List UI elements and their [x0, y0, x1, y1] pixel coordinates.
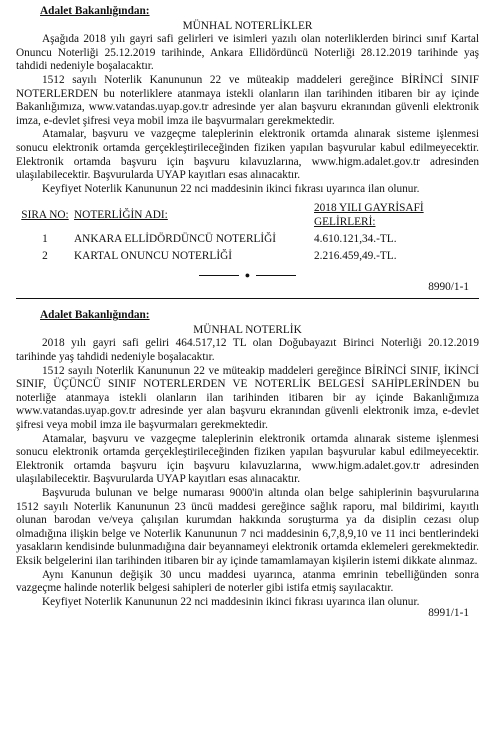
notice-title: MÜNHAL NOTERLİK	[193, 323, 302, 336]
paragraph: 1512 sayılı Noterlik Kanununun 22 ve müteakip maddeleri gereğince BİRİNCİ SINIF, İKİNCİ SINIF, ÜÇÜNCÜ SINIF NOTERLERDEN VE NOTERLİK BELGESİ SAHİPLERİNDEN bu noterliğe atanmaya istekli olanların ilan tarihinden itibaren bir ay içinde Bakanlığımıza www.vatandas.uyap.gov.tr adresinde yer alan başvuru ekranından güvenli elektronik imza, e-devlet şifresi veya mobil imza ile başvurmaları gerekmektedir.	[16, 364, 479, 432]
paragraph: Başvuruda bulunan ve belge numarası 9000'in altında olan belge sahiplerinin başvurularına 1512 sayılı Noterlik Kanununun 23 üncü maddesi gereğince sağlık raporu, mal bildirimi, kayıtlı olunan barodan ve/veya çalışılan kurumdan hakkında soruşturma ya da disiplin cezası olup olmadığına ilişkin belge ve Noterlik Kanununun 7 nci maddesinin 6,7,8,9,10 ve 11 inci bentlerindeki yasakların kendisinde bulunmadığına dair beyannameyi elektronik ortamda eklemeleri gerekmektedir. Eksik belgelerini ilan tarihinden itibaren bir ay içinde tamamlamayan kişilerin istemi dikkate alınmaz.	[16, 486, 479, 567]
notary-table	[16, 202, 479, 267]
separator-line	[199, 275, 239, 276]
paragraph: Keyfiyet Noterlik Kanununun 22 nci maddesinin ikinci fıkrası uyarınca ilan olunur.	[42, 595, 420, 608]
table-row	[16, 250, 479, 268]
table-header-row	[16, 202, 479, 232]
table-row	[16, 233, 479, 251]
column-header-income: 2018 YILI GAYRİSAFİ GELİRLERİ:	[314, 202, 424, 228]
issuer-heading: Adalet Bakanlığından:	[40, 5, 150, 17]
document-page	[16, 3, 479, 621]
column-header-name: NOTERLİĞİN ADI:	[74, 209, 168, 222]
paragraph: Keyfiyet Noterlik Kanununun 22 nci maddesinin ikinci fıkrası uyarınca ilan olunur.	[42, 182, 420, 195]
reference-number: 8990/1-1	[428, 280, 469, 293]
notary-name: KARTAL ONUNCU NOTERLİĞİ	[74, 250, 233, 263]
paragraph: Atamalar, başvuru ve vazgeçme taleplerinin elektronik ortamda alınarak sisteme işlenmesi sonucu elektronik ortamda gerçekleştirileceğinden fiziken yapılan başvurular kabul edilmeyecektir. Elektronik ortamda başvuru için başvuru kılavuzlarına, www.higm.adalet.gov.tr adresinden ulaşılabilecektir. Başvurularda UYAP kayıtları esas alınacaktır.	[16, 432, 479, 486]
paragraph: Aynı Kanunun değişik 30 uncu maddesi uyarınca, atanma emrinin tebelliğünden sonra vazgeçme halinde noterlik belgesi sahipleri de noterler gibi istifa etmiş sayılacaktır.	[16, 568, 479, 595]
reference-number: 8991/1-1	[428, 607, 469, 620]
paragraph: 1512 sayılı Noterlik Kanununun 22 ve müteakip maddeleri gereğince BİRİNCİ SINIF NOTERLERDEN bu noterliklere atanmaya istekli olanların ilan tarihinden itibaren bir ay içinde Bakanlığımıza, www.vatandas.uyap.gov.tr adresinde yer alan başvuru ekranından güvenli elektronik imza, e-devlet şifresi veya mobil imza ile başvurmaları gerekmektedir.	[16, 73, 479, 127]
row-number: 1	[42, 232, 48, 245]
paragraph: 2018 yılı gayri safi geliri 464.517,12 TL olan Doğubayazıt Birinci Noterliği 20.12.2019 tarihinde yaş tahdidi nedeniyle boşalacaktır.	[16, 337, 479, 364]
paragraph: Atamalar, başvuru ve vazgeçme taleplerinin elektronik ortamda alınarak sisteme işlenmesi sonucu elektronik ortamda gerçekleştirileceğinden fiziken yapılan başvurular kabul edilmeyecektir. Elektronik ortamda başvuru için başvuru kılavuzlarına, www.higm.adalet.gov.tr adresinden ulaşılabilecektir. Başvurularda UYAP kayıtları esas alınacaktır.	[16, 128, 479, 182]
notice-title: MÜNHAL NOTERLİKLER	[182, 19, 313, 32]
issuer-heading: Adalet Bakanlığından:	[40, 309, 150, 322]
income-value: 4.610.121,34.-TL.	[314, 232, 397, 245]
column-header-sira: SIRA NO:	[21, 209, 69, 222]
notary-name: ANKARA ELLİDÖRDÜNCÜ NOTERLİĞİ	[74, 232, 277, 245]
separator-line	[256, 275, 296, 276]
row-number: 2	[42, 250, 48, 263]
paragraph: Aşağıda 2018 yılı gayri safi gelirleri ve isimleri yazılı olan noterliklerden birinci sınıf Kartal Onuncu Noterliği 25.12.2019 tarihinde, Ankara Ellidördüncü Noterliği 28.12.2019 tarihinde yaş tahdidi nedeniyle boşalacaktır.	[16, 33, 479, 73]
separator-dot-icon: ●	[244, 269, 251, 280]
income-value: 2.216.459,49.-TL.	[314, 250, 397, 263]
